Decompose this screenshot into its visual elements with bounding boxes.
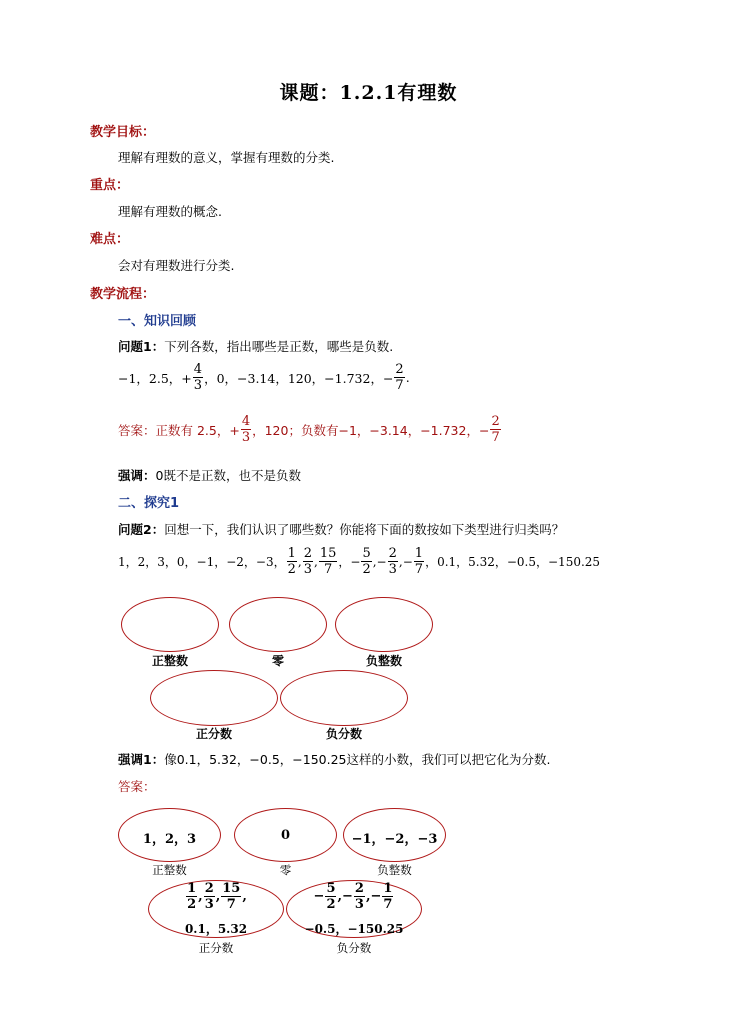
flow-heading: 教学流程： — [90, 287, 156, 302]
question1-label: 问题1： — [118, 339, 165, 354]
ellipse-positive-integer — [121, 597, 219, 652]
question2-text: 回想一下，我们认识了哪些数？你能将下面的数按如下类型进行归类吗？ — [164, 522, 565, 537]
emphasis-label: 强调1： — [118, 752, 165, 767]
fraction: $\frac{1}{7}$ — [414, 546, 424, 577]
ellipse-negative-integer — [335, 597, 433, 652]
emphasis1 — [118, 466, 301, 484]
list1-end: . — [405, 370, 410, 385]
question2 — [118, 520, 564, 538]
separator: , — [198, 889, 203, 904]
question1 — [118, 337, 393, 355]
separator: , — [398, 554, 403, 569]
label-positive-fraction: 正分数 — [195, 727, 232, 741]
label-zero: 零 — [271, 654, 284, 668]
emphasis-label: 强调： — [118, 468, 156, 483]
part2-heading: 二、探究1 — [118, 496, 180, 511]
key-text: 理解有理数的概念. — [118, 204, 222, 219]
separator: , — [297, 554, 302, 569]
list2-mid: ，− — [338, 555, 361, 569]
emphasis-text: 像0.1，5.32，−0.5，−150.25这样的小数，我们可以把它化为分数. — [164, 752, 551, 767]
answer1 — [118, 415, 502, 444]
answer-label-negative-fraction: 负分数 — [336, 941, 372, 955]
minus-sign: − — [402, 554, 413, 569]
question2-label: 问题2： — [118, 522, 165, 537]
separator: , — [215, 889, 221, 904]
ellipse-positive-fraction — [150, 670, 278, 726]
answer-negative-fractions-line2: −0.5，−150.25 — [304, 922, 404, 936]
number-list-2 — [118, 547, 600, 576]
ellipse-negative-fraction — [280, 670, 408, 726]
answer-positive-integers: 1，2，3 — [142, 832, 197, 847]
list1-part-a: −1，2.5，+ — [118, 370, 192, 386]
fraction: $\frac{1}{2}$ — [287, 546, 296, 577]
answer-zero: 0 — [280, 828, 291, 843]
fraction: $\frac{2}{7}$ — [395, 362, 404, 393]
answer-label-zero: 零 — [279, 863, 292, 877]
separator: , — [372, 554, 377, 569]
label-negative-fraction: 负分数 — [325, 727, 362, 741]
label-positive-integer: 正整数 — [151, 654, 188, 668]
separator: , — [365, 889, 371, 904]
fraction: $\frac{5}{2}$ — [326, 881, 336, 912]
separator: , — [337, 889, 343, 904]
difficulty-heading: 难点： — [90, 232, 130, 247]
number-list-1 — [118, 363, 410, 392]
fraction: $\frac{4}{3}$ — [193, 362, 203, 393]
fraction: $\frac{2}{7}$ — [491, 414, 500, 445]
separator: , — [314, 554, 318, 569]
emphasis2 — [118, 750, 550, 768]
answer-label-negative-integer: 负整数 — [377, 863, 412, 877]
key-heading: 重点： — [90, 178, 130, 193]
minus-sign: − — [370, 889, 382, 904]
question1-text: 下列各数，指出哪些是正数，哪些是负数. — [164, 339, 394, 354]
fraction: $\frac{1}{2}$ — [187, 881, 197, 912]
fraction: $\frac{5}{2}$ — [362, 546, 371, 577]
minus-sign: − — [342, 889, 353, 904]
answer-negative-fractions-line1 — [286, 882, 422, 911]
fraction: $\frac{15}{7}$ — [222, 881, 241, 912]
ellipse-zero — [229, 597, 327, 652]
fraction: $\frac{2}{3}$ — [303, 546, 312, 577]
separator: , — [242, 889, 247, 904]
fraction: $\frac{2}{3}$ — [354, 881, 364, 912]
page-title: 课题：1.2.1有理数 — [279, 82, 458, 104]
fraction: $\frac{2}{3}$ — [388, 546, 397, 577]
answer-negative-integers: −1，−2，−3 — [351, 832, 438, 847]
answer2-heading: 答案： — [118, 779, 156, 794]
minus-sign: − — [313, 889, 325, 904]
list2-part-b: ，0.1，5.32，−0.5，−150.25 — [425, 555, 601, 569]
difficulty-text: 会对有理数进行分类. — [118, 258, 235, 273]
answer-label-positive-fraction: 正分数 — [198, 941, 234, 955]
list2-part-a: 1，2，3，0，−1，−2，−3， — [118, 555, 286, 569]
answer-label-positive-integer: 正整数 — [152, 863, 187, 877]
list1-part-b: ，0，−3.14，120，−1.732，− — [204, 370, 394, 386]
fraction: $\frac{4}{3}$ — [241, 414, 251, 445]
minus-sign: − — [376, 554, 387, 569]
fraction: $\frac{2}{3}$ — [204, 881, 214, 912]
fraction: $\frac{1}{7}$ — [383, 881, 393, 912]
fraction: $\frac{15}{7}$ — [319, 546, 337, 577]
answer1-part-a: 答案：正数有 2.5，+ — [118, 422, 240, 438]
goal-heading: 教学目标： — [90, 125, 156, 140]
answer1-part-b: ，120；负数有−1，−3.14，−1.732，− — [252, 422, 490, 438]
label-negative-integer: 负整数 — [365, 654, 402, 668]
emphasis-text: 0既不是正数，也不是负数 — [155, 468, 301, 483]
part1-heading: 一、知识回顾 — [118, 314, 197, 329]
answer-positive-fractions-line2: 0.1，5.32 — [184, 922, 248, 936]
goal-text: 理解有理数的意义，掌握有理数的分类. — [118, 150, 335, 165]
answer-positive-fractions-line1 — [148, 882, 284, 911]
